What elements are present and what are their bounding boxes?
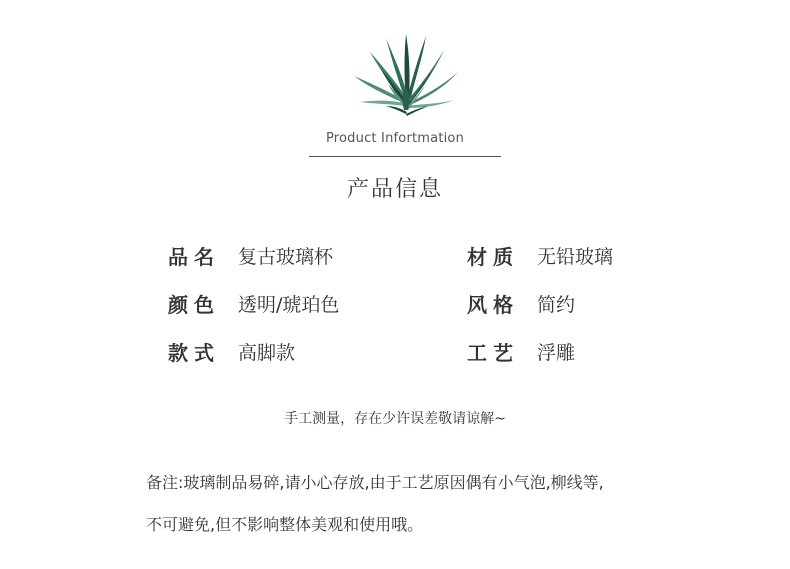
section-subtitle: Product Infortmation	[325, 131, 465, 146]
spec-value: 透明/琥珀色	[238, 293, 340, 316]
spec-row-craft	[467, 337, 575, 365]
page-title: 产品信息	[346, 177, 443, 202]
spec-row-type	[168, 337, 295, 365]
spec-value: 简约	[537, 293, 576, 316]
measurement-note: 手工测量，存在少许误差敬请谅解~	[284, 411, 506, 427]
spec-value: 高脚款	[238, 341, 296, 364]
spec-value: 无铅玻璃	[537, 245, 614, 268]
spec-value: 浮雕	[537, 341, 576, 364]
disclaimer-line: 不可避免,但不影响整体美观和使用哦。	[146, 515, 424, 534]
spec-row-color	[168, 289, 339, 317]
spec-row-style	[467, 289, 575, 317]
spec-label: 款式	[168, 340, 220, 365]
spec-label: 工艺	[467, 340, 519, 365]
disclaimer-line: 备注:玻璃制品易碎,请小心存放,由于工艺原因偶有小气泡,柳线等,	[146, 473, 604, 492]
spec-row-name	[168, 241, 333, 269]
spec-label: 材质	[467, 244, 519, 269]
spec-label: 风格	[467, 292, 519, 317]
divider	[309, 156, 501, 157]
spec-row-material	[467, 241, 613, 269]
agave-plant-icon	[352, 30, 460, 118]
spec-value: 复古玻璃杯	[238, 245, 334, 268]
spec-label: 颜色	[168, 292, 220, 317]
spec-label: 品名	[168, 244, 220, 269]
